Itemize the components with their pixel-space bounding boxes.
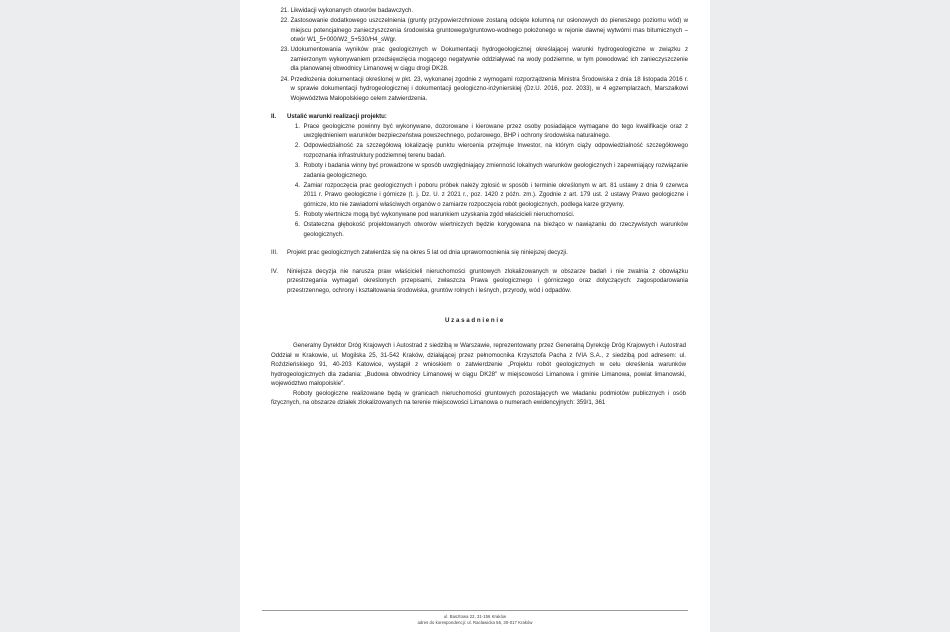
numbered-list-top [278,6,688,103]
section-title-ii: Ustalić warunki realizacji projektu: [287,113,387,121]
document-body [262,6,688,408]
list-item-text: Roboty i badania winny być prowadzone w sposób uwzględniający zmienność lokalnych warunków geologicznych i zapewniający rozwiązanie zadania geologicznego. [303,162,688,179]
section-marker-ii: II. [271,113,277,121]
justification-heading: Uzasadnienie [445,316,505,324]
list-item [278,6,688,16]
list-item-text: Przedłożenia dokumentacji określonej w pkt. 23, wykonanej zgodnie z wymogami rozporządzenia Ministra Środowiska z dnia 18 listopada 2016 r. w sprawie dokumentacji hydrogeologicznej i dokumentacji geologiczno-inżynierskiej (Dz.U. 2016, poz. 2033), w 4 egzemplarzach, Marszałkowi Województwa Małopolskiego celem zatwierdzenia. [290,75,688,102]
document-page [240,0,710,632]
footer-divider [262,610,688,611]
list-item-marker: 6. [294,221,300,229]
list-item-text: Roboty wiertnicze mogą być wykonywane pod warunkiem uzyskania zgód właścicieli nieruchomości. [303,211,575,219]
section-marker-iii: III. [271,249,278,257]
list-item [293,122,688,141]
list-item-text: Odpowiedzialność za szczegółową lokalizację punktu wiercenia przejmuje Inwestor, na którym ciąży odpowiedzialność szczegółowego rozpoznania infrastruktury podziemnej terenu badań. [303,142,688,160]
page-footer [240,610,710,626]
list-item-marker: 21. [280,7,289,14]
section-iii [262,248,688,258]
list-item-text: Likwidacji wykonanych otworów badawczych. [290,7,414,14]
list-item-text: Prace geologiczne powinny być wykonywane, dozorowane i kierowane przez osoby posiadające wymagane do tego kwalifikacje oraz z uwzględnieniem warunków bezpieczeństwa powszechnego, pożarowego, BHP i ochrony środowiska naturalnego. [303,122,688,140]
section-iv [262,267,688,296]
list-item-text: Udokumentowania wyników prac geologicznych w Dokumentacji hydrogeologicznej określającej warunki hydrogeologiczne w związku z zamierzonym wykonywaniem przedsięwzięcia mogącego negatywnie oddziaływać na wody podziemne, w tym powodować ich zanieczyszczenie dla planowanej obwodnicy Limanowej w ciągu drogi DK28. [290,46,688,73]
list-item-text: Zastosowanie dodatkowego uszczelnienia (grunty przypowierzchniowe zostaną odcięte kolumną rur osłonowych do pierwszego poziomu wód) w miejscu potencjalnego zanieczyszczenia środowiska gruntowego/gruntowo-wodnego położonego w rejonie dawnej wytwórni mas bitumicznych – otwór W1_5+000/W2_5+530/H4_sWgr. [290,17,688,44]
list-item-marker: 2. [294,142,300,150]
list-item-text: Zamiar rozpoczęcia prac geologicznych i poboru próbek należy zgłosić w sposób i terminie określonym w art. 81 ustawy z dnia 9 czerwca 2011 r. Prawo geologiczne i górnicze (t. j. Dz. U. z 2021 r., poz. 1420 z późn. zm.). Zgodnie z art. 179 ust. 2 ustawy Prawo geologiczne i górnicze, kto nie zawiadomi właściwych organów o zamiarze rozpoczęcia robót geologicznych, podlega karze grzywny. [303,181,688,208]
list-item [278,75,688,104]
list-item [293,210,688,220]
justification-paragraph: Roboty geologiczne realizowane będą w granicach nieruchomości gruntowych pozostających we władaniu podmiotów publicznych i osób fizycznych, na obszarze działek zlokalizowanych na terenie miejscowości Limanowa o numerach ewidencyjnych: 359/1, 361 [271,389,686,407]
list-item [293,161,688,180]
section-text-iii: Projekt prac geologicznych zatwierdza się na okres 5 lat od dnia uprawomocnienia się niniejszej decyzji. [287,249,568,257]
justification-paragraph: Generalny Dyrektor Dróg Krajowych i Autostrad z siedzibą w Warszawie, reprezentowany przez Generalną Dyrekcję Dróg Krajowych i Autostrad Oddział w Krakowie, ul. Mogilska 25, 31-542 Kraków, działającej przez pełnomocnika Krzysztofa Pacha z IVIA S.A., z siedzibą pod adresem: ul. Roździeńskiego 91, 40-203 Katowice, wystąpił z wnioskiem o zatwierdzenie „Projektu robót geologicznych w celu określenia warunków hydrogeologicznych dla zadania: „Budowa obwodnicy Limanowej w ciągu DK28" w miejscowości Limanowa i gminie Limanowa, powiat limanowski, województwo małopolskie". [271,342,686,388]
footer-correspondence-address: adres do korespondencji: ul. Racławicka 56, 30-017 Kraków [417,619,533,625]
list-item [293,141,688,160]
section-marker-iv: IV. [271,267,278,275]
list-item-marker: 3. [294,162,300,170]
list-item-marker: 1. [294,122,300,130]
section-heading-ii [262,112,688,122]
list-item [278,16,688,45]
list-item-marker: 24. [280,75,289,83]
list-item [293,181,688,210]
list-item-marker: 22. [280,17,289,25]
footer-address: ul. Basztowa 22, 31-156 Kraków [443,613,507,619]
list-item-marker: 5. [294,211,300,219]
list-item-marker: 23. [280,46,289,54]
list-item [293,220,688,239]
list-item-text: Ostateczna głębokość projektowanych otworów wiertniczych będzie korygowana na bieżąco w nawiązaniu do rzeczywistych warunków geologicznych. [303,221,688,238]
numbered-list-section-ii [293,122,688,240]
list-item [278,45,688,74]
section-text-iv: Niniejsza decyzja nie narusza praw właścicieli nieruchomości gruntowych zlokalizowanych w obszarze badań i nie zwalnia z obowiązku przestrzegania wymagań określonych przepisami, zwłaszcza Prawa geologicznego i górniczego oraz dotyczących: zagospodarowania przestrzennego, ochrony i kształtowania środowiska, gruntów rolnych i leśnych, przyrody, wód i odpadów. [287,267,688,294]
list-item-marker: 4. [294,181,300,189]
